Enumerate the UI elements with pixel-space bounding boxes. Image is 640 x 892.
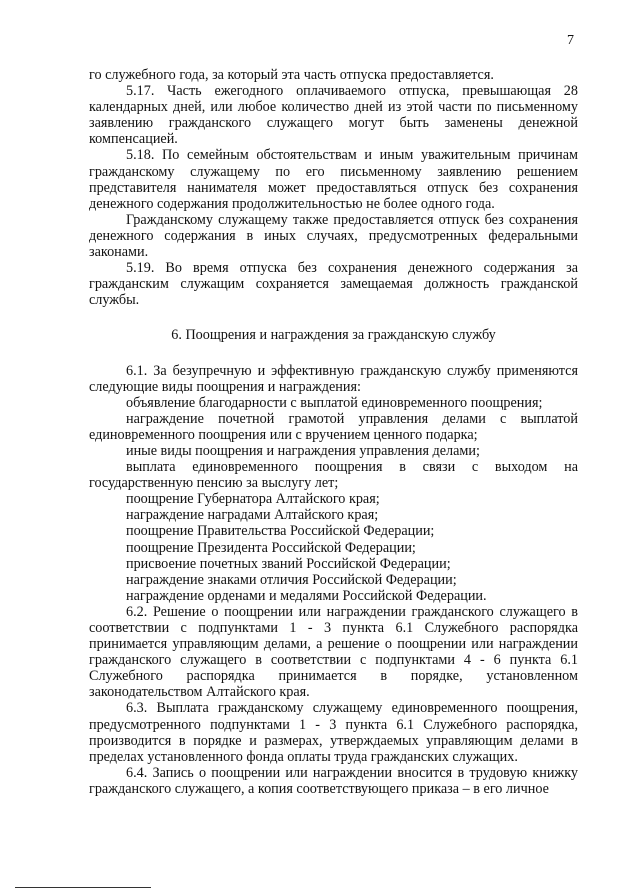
list-item-gratitude: объявление благодарности с выплатой единовременного поощрения; — [126, 394, 543, 411]
paragraph-continuation: го служебного года, за который эта часть отпуска предоставляется. — [89, 67, 494, 83]
paragraph-6-4: 6.4. Запись о поощрении или награждении вносится в трудовую книжку гражданского служащего, а копия соответствующего приказа – в его личное — [89, 764, 578, 797]
document-body — [89, 67, 578, 797]
page-number: 7 — [567, 33, 574, 48]
list-item-pension-bonus: выплата единовременного поощрения в связи с выходом на государственную пенсию за выслугу лет; — [89, 459, 578, 492]
paragraph-5-19: 5.19. Во время отпуска без сохранения денежного содержания за гражданским служащим сохраняется замещаемая должность гражданской службы. — [89, 260, 578, 309]
list-item-other-awards: иные виды поощрения и награждения управления делами; — [126, 442, 480, 459]
paragraph-6-1: 6.1. За безупречную и эффективную гражданскую службу применяются следующие виды поощрения и награждения: — [89, 362, 578, 395]
footer-divider — [15, 887, 151, 888]
paragraph-5-17: 5.17. Часть ежегодного оплачиваемого отпуска, превышающая 28 календарных дней, или любое количество дней из этой части по письменному заявлению гражданского служащего могут быть заменены денежной компенсацией. — [89, 83, 578, 148]
paragraph-6-3: 6.3. Выплата гражданскому служащему единовременного поощрения, предусмотренного подпунктами 1 - 3 пункта 6.1 Служебного распорядка, производится в порядке и размерах, утверждаемых управляющим делами в пределах установленного фонда оплаты труда гражданских служащих. — [89, 700, 578, 765]
paragraph-5-18: 5.18. По семейным обстоятельствам и иным уважительным причинам гражданскому служащему по его письменному заявлению решением представителя нанимателя может предоставляться отпуск без сохранения денежного содержания продолжительностью не более одного года. — [89, 147, 578, 212]
list-item-president: поощрение Президента Российской Федерации; — [126, 539, 416, 556]
list-item-honorary-titles: присвоение почетных званий Российской Федерации; — [126, 555, 451, 572]
list-item-governor: поощрение Губернатора Алтайского края; — [126, 491, 380, 508]
section-title: 6. Поощрения и награждения за гражданскую службу — [171, 327, 496, 344]
list-item-government: поощрение Правительства Российской Федерации; — [126, 523, 435, 540]
list-item-regional-awards: награждение наградами Алтайского края; — [126, 507, 379, 524]
list-item-orders-medals: награждение орденами и медалями Российской Федерации. — [126, 587, 487, 604]
paragraph-5-18-addendum: Гражданскому служащему также предоставляется отпуск без сохранения денежного содержания в иных случаях, предусмотренных федеральными законами. — [89, 211, 578, 261]
paragraph-6-2: 6.2. Решение о поощрении или награждении гражданского служащего в соответствии с подпунктами 1 - 3 пункта 6.1 Служебного распорядка принимается управляющим делами, а решение о поощрении или награждении гражданского служащего в соответствии с подпунктами 4 - 6 пункта 6.1 Служебного распорядка принимается в порядке, установленном законодательством Алтайского края. — [89, 603, 578, 701]
list-item-insignia: награждение знаками отличия Российской Федерации; — [126, 571, 457, 588]
list-item-honor-certificate: награждение почетной грамотой управления делами с выплатой единовременного поощрения или с вручением ценного подарка; — [89, 410, 578, 443]
